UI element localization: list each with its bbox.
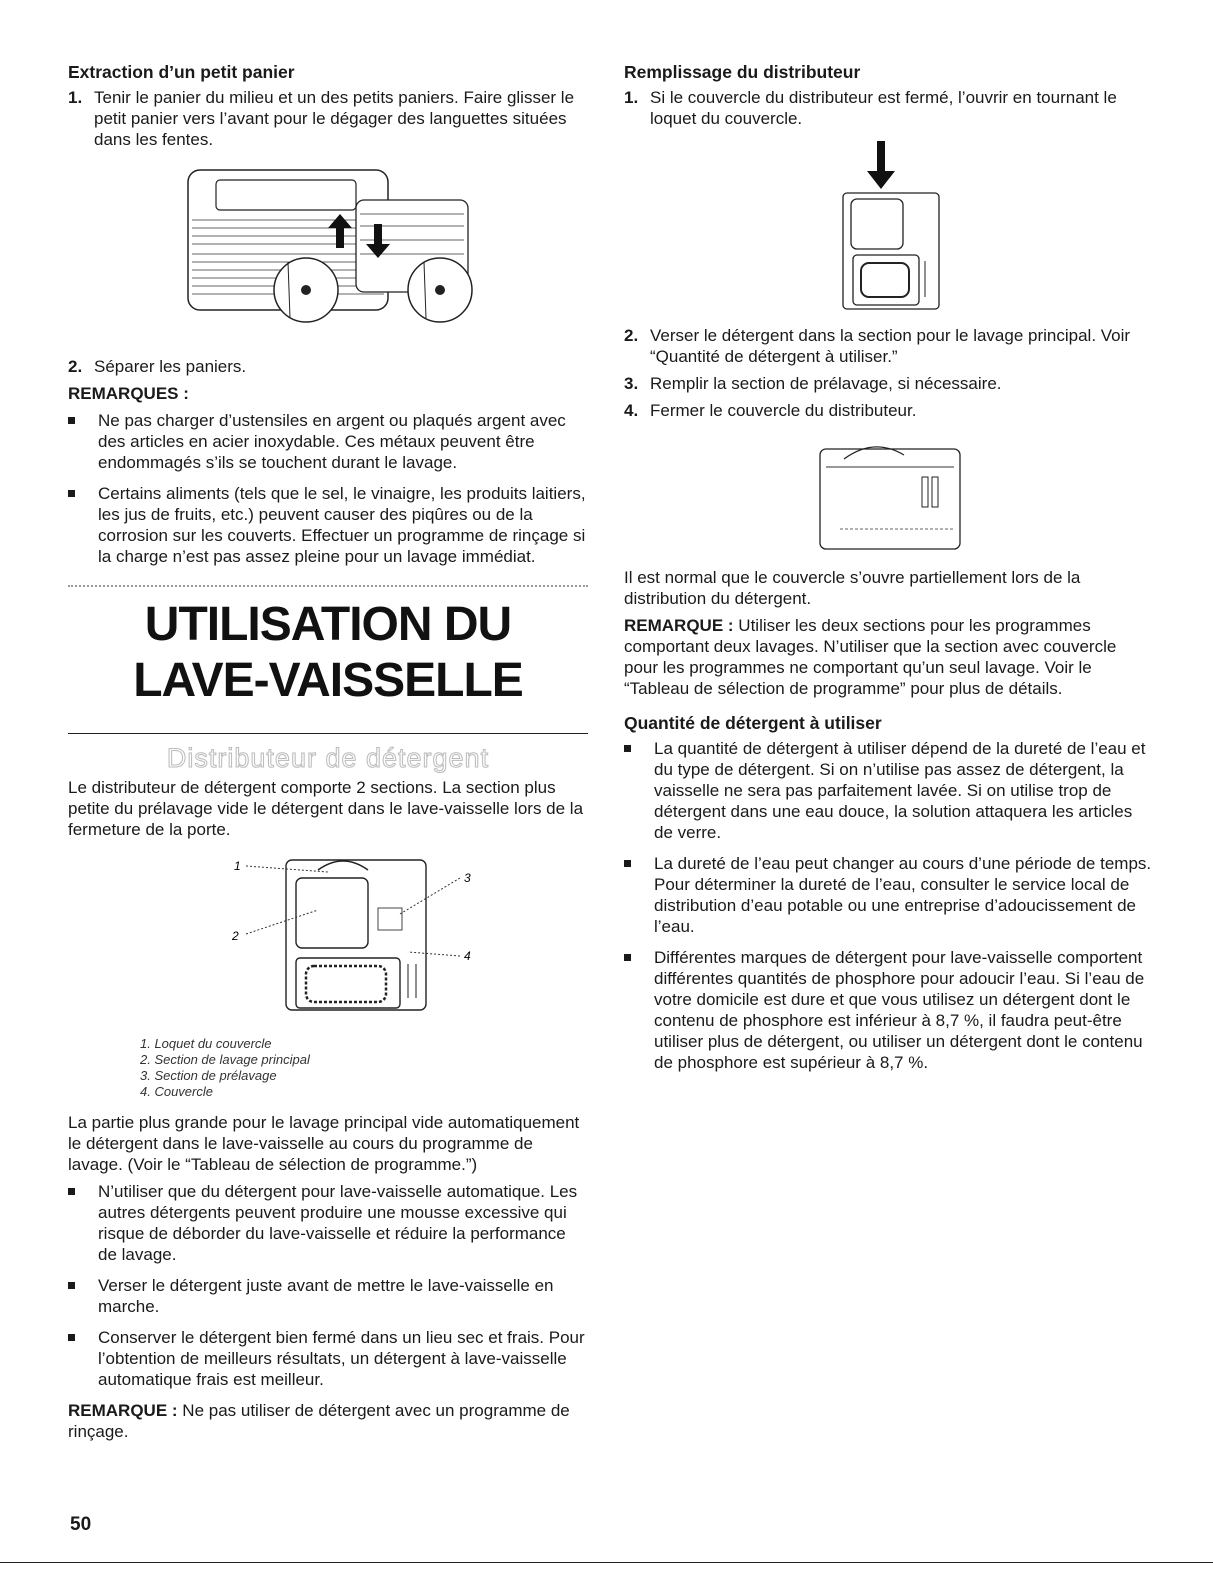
bullet-square-icon	[68, 1334, 75, 1341]
bullet-text: Certains aliments (tels que le sel, le vinaigre, les produits laitiers, les jus de fruits, etc.) peuvent causer des piqûres ou de la corrosion sur les couverts. Effectuer un programme de rinçage si la charge n’est pas assez pleine pour un lavage immédiat.	[98, 484, 586, 566]
heading-basket-removal: Extraction d’un petit panier	[68, 62, 295, 82]
basket-illustration	[178, 158, 478, 348]
title-line-2: LAVE-VAISSELLE	[133, 654, 523, 707]
bullet-square-icon	[624, 745, 631, 752]
remarque-text: Utiliser les deux sections pour les programmes comportant deux lavages. N’utiliser que la section avec couvercle pour les programmes ne comportant qu’un seul lavage. Voir le “Tableau de sélection de programme” pour plus de détails.	[624, 616, 1117, 698]
legend-item: 3. Section de prélavage	[140, 1068, 277, 1083]
bullet-square-icon	[68, 1188, 75, 1195]
step-text: Verser le détergent dans la section pour le lavage principal. Voir “Quantité de détergent à utiliser.”	[650, 326, 1131, 366]
heading-detergent-quantity: Quantité de détergent à utiliser	[624, 713, 882, 733]
section-title	[68, 585, 588, 734]
bullet-square-icon	[624, 954, 631, 961]
bullet-square-icon	[68, 490, 75, 497]
remarque-text: Ne pas utiliser de détergent avec un programme de rinçage.	[68, 1401, 570, 1441]
bullet-text: Conserver le détergent bien fermé dans un lieu sec et frais. Pour l’obtention de meilleurs résultats, un détergent à lave-vaisselle automatique frais est meilleur.	[98, 1328, 585, 1389]
fill-step-3	[624, 373, 1154, 394]
remarque-rinse	[68, 1400, 588, 1442]
dispenser-intro: Le distributeur de détergent comporte 2 sections. La section plus petite du prélavage vide le détergent dans le lave-vaisselle lors de la fermeture de la porte.	[68, 778, 584, 839]
callout-1: 1	[234, 859, 241, 873]
step-number: 1.	[624, 88, 639, 107]
main-wash-text: La partie plus grande pour le lavage principal vide automatiquement le détergent dans le lave-vaisselle au cours du programme de lavage. (Voir le “Tableau de sélection de programme.”)	[68, 1113, 580, 1174]
bullet-square-icon	[624, 860, 631, 867]
callout-4: 4	[464, 949, 471, 963]
remarque-bullet	[68, 410, 588, 473]
subheading-detergent-dispenser: Distributeur de détergent	[166, 743, 490, 773]
dispenser-open-illustration	[829, 137, 949, 317]
bullet-text: Ne pas charger d’ustensiles en argent ou plaqués argent avec des articles en acier inoxydable. Ces métaux peuvent être endommagés s’ils se touchent durant le lavage.	[98, 411, 566, 472]
bullet-text: Différentes marques de détergent pour lave-vaisselle comportent différentes quantités de phosphore pour adoucir l’eau. Si l’eau de votre domicile est dure et que vous utilisez un détergent dont le contenu de phosphore est inférieur à 8,7 %, il faudra peut-être utiliser plus de détergent, ou utiliser un détergent dont le contenu de phosphore est supérieur à 8,7 %.	[654, 948, 1145, 1072]
quantity-bullet	[624, 738, 1154, 843]
step-text: Séparer les paniers.	[94, 357, 247, 376]
step-text: Fermer le couvercle du distributeur.	[650, 401, 917, 420]
fill-step-1	[624, 87, 1154, 129]
step-text: Remplir la section de prélavage, si nécessaire.	[650, 374, 1002, 393]
detergent-bullet	[68, 1181, 588, 1265]
heading-filling-dispenser: Remplissage du distributeur	[624, 62, 861, 82]
title-line-1: UTILISATION DU	[144, 598, 512, 651]
normal-open-text: Il est normal que le couvercle s’ouvre partiellement lors de la distribution du détergent.	[624, 568, 1081, 608]
callout-2: 2	[232, 929, 239, 943]
left-column	[68, 62, 588, 1442]
fill-step-4	[624, 400, 1154, 421]
step-number: 3.	[624, 374, 639, 393]
quantity-bullet	[624, 947, 1154, 1073]
basket-step-1	[68, 87, 588, 150]
callout-3: 3	[464, 871, 471, 885]
bullet-text: La dureté de l’eau peut changer au cours d’une période de temps. Pour déterminer la dureté de l’eau, consulter le service local de distribution d’eau potable ou une entreprise d’adoucissement de l’eau.	[654, 854, 1152, 936]
step-text: Tenir le panier du milieu et un des petits paniers. Faire glisser le petit panier vers l’avant pour le dégager des languettes situées dans les fentes.	[94, 88, 575, 149]
step-number: 1.	[68, 88, 83, 107]
bullet-text: N’utiliser que du détergent pour lave-vaisselle automatique. Les autres détergents peuvent produire une mousse excessive qui risque de déborder du lave-vaisselle et réduire la performance de lavage.	[98, 1182, 578, 1264]
dispenser-closed-illustration	[804, 429, 974, 559]
diagram-legend	[140, 1036, 588, 1100]
dispenser-diagram	[168, 848, 488, 1028]
right-column	[624, 62, 1154, 1083]
bullet-square-icon	[68, 417, 75, 424]
title-divider	[68, 733, 588, 734]
step-text: Si le couvercle du distributeur est fermé, l’ouvrir en tournant le loquet du couvercle.	[650, 88, 1117, 128]
bottom-divider	[0, 1562, 1213, 1563]
detergent-bullet	[68, 1275, 588, 1317]
remarques-label: REMARQUES :	[68, 384, 189, 403]
bullet-square-icon	[68, 1282, 75, 1289]
basket-step-2	[68, 356, 588, 377]
detergent-bullet	[68, 1327, 588, 1390]
step-number: 2.	[624, 326, 639, 345]
legend-item: 2. Section de lavage principal	[140, 1052, 310, 1067]
step-number: 4.	[624, 401, 639, 420]
bullet-text: La quantité de détergent à utiliser dépend de la dureté de l’eau et du type de détergent. Si on n’utilise pas assez de détergent, la vaisselle ne sera pas parfaitement lavée. Si on utilise trop de détergent dans une eau douce, la solution attaquera les articles de verre.	[654, 739, 1146, 842]
page-number: 50	[70, 1514, 92, 1535]
quantity-bullet	[624, 853, 1154, 937]
legend-item: 1. Loquet du couvercle	[140, 1036, 272, 1051]
step-number: 2.	[68, 357, 83, 376]
remarque-label: REMARQUE :	[68, 1401, 178, 1420]
remarque-label: REMARQUE :	[624, 616, 734, 635]
remarque-sections	[624, 615, 1154, 699]
dotted-divider	[68, 585, 588, 587]
legend-item: 4. Couvercle	[140, 1084, 213, 1099]
remarque-bullet	[68, 483, 588, 567]
bullet-text: Verser le détergent juste avant de mettre le lave-vaisselle en marche.	[98, 1276, 554, 1316]
fill-step-2	[624, 325, 1154, 367]
